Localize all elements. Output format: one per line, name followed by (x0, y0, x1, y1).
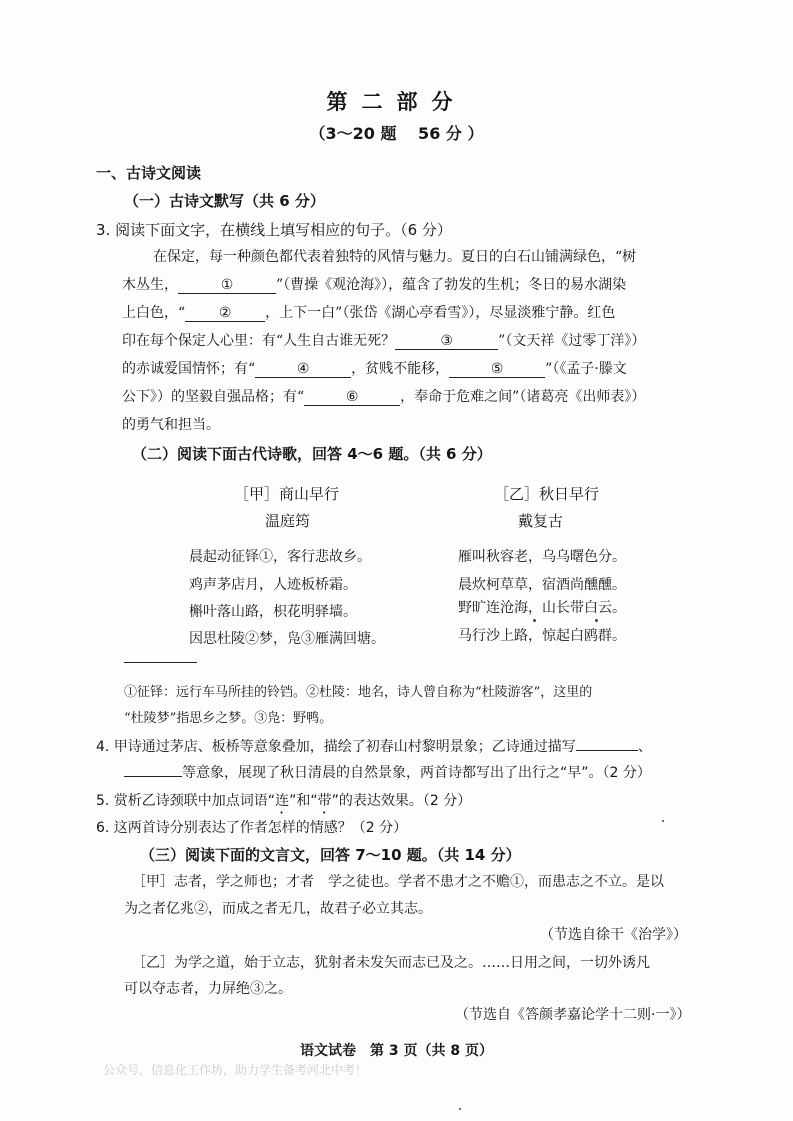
page-number: 语文试卷 第 3 页（共 8 页） (300, 1043, 493, 1059)
q4-line-2 (124, 762, 651, 782)
answer-blank-2[interactable]: ② (185, 306, 265, 322)
scan-speck (459, 1108, 461, 1110)
q3-text: ”（曹操《观沧海》），蕴含了勃发的生机；冬日的易水湖染 (276, 277, 627, 293)
q4-text: 、 (637, 739, 652, 755)
emphasis-dot (595, 619, 598, 622)
footnote-divider (124, 662, 197, 663)
answer-blank-5[interactable]: ⑤ (449, 362, 545, 378)
q3-line-6 (122, 386, 645, 406)
q3-text: ，奉命于危难之间”（诸葛亮《出师表》） (400, 389, 646, 405)
q3-text: 公下》）的坚毅自强品格；有“ (122, 389, 305, 405)
q3-text: ”（文天祥《过零丁洋》） (498, 333, 646, 349)
page-title: 第二部分 (326, 89, 467, 114)
q4-text: 等意象，展现了秋日清晨的自然景象，两首诗都写出了出行之“早”。（2 分） (182, 765, 651, 781)
poem-b-line: 野旷连沧海，山长带白云。 (458, 600, 626, 616)
answer-blank-1[interactable]: ① (178, 278, 276, 294)
poem-b-line: 晨炊柯草草，宿酒尚醺醺。 (458, 577, 626, 593)
answer-blank[interactable] (576, 736, 638, 751)
answer-blank[interactable] (124, 762, 182, 777)
q3-prompt: 3. 阅读下面文字，在横线上填写相应的句子。（6 分） (96, 221, 452, 239)
q5 (96, 790, 471, 817)
poem-a-line: 鸡声茅店月，人迹板桥霜。 (189, 577, 357, 593)
poem-a-line: 因思杜陵②梦，凫③雁满回塘。 (189, 631, 385, 647)
q3-text: 的赤诚爱国情怀；有“ (122, 361, 256, 377)
poem-a-line: 槲叶落山路，枳花明驿墙。 (189, 604, 357, 620)
poem-b-title: ［乙］秋日早行 (494, 485, 600, 503)
q3-line-2 (122, 274, 626, 294)
poem-b-author: 戴复古 (518, 512, 564, 530)
answer-blank-6[interactable]: ⑥ (304, 390, 400, 406)
q5-dotted-word: 带 (317, 793, 332, 809)
q3-text: 印在每个保定人心里：有“人生自古谁无死？ (122, 333, 396, 349)
q3-text: ，上下一白”（张岱《湖心亭看雪》），尽显淡雅宁静。红色 (265, 305, 616, 321)
q4-text: 4. 甲诗通过茅店、板桥等意象叠加，描绘了初春山村黎明景象；乙诗通过描写 (96, 739, 576, 755)
text-a-source: （节选自徐干《治学》） (540, 927, 687, 943)
q3-text: 木丛生， (122, 277, 178, 293)
text-b-line-1: ［乙］为学之道，始于立志，犹射者未发矢而志已及之。……日用之间，一切外诱凡 (132, 955, 650, 971)
footnote-line-1: ①征铎：远行车马所挂的铃铛。②杜陵：地名，诗人曾自称为“杜陵游客”，这里的 (124, 685, 593, 700)
q3-line-3 (122, 302, 615, 322)
q3-line-5 (122, 358, 627, 378)
emphasis-dot (533, 619, 536, 622)
q3-text: ”（《孟子·滕文 (545, 361, 627, 377)
answer-blank-4[interactable]: ④ (255, 362, 351, 378)
part1-heading: （一）古诗文默写（共 6 分） (124, 192, 325, 210)
part3-heading: （三）阅读下面的文言文，回答 7～10 题。（共 14 分） (140, 846, 521, 864)
q3-line-7: 的勇气和担当。 (122, 417, 220, 433)
watermark: 公众号，信息化工作坊，助力学生备考河北中考！ (103, 1063, 368, 1077)
q3-line-4 (122, 330, 645, 350)
q5-text: ”和“ (289, 793, 318, 809)
poem-a-title: ［甲］商山早行 (234, 485, 340, 503)
q5-text: 5. 赏析乙诗颈联中加点词语“ (96, 793, 276, 809)
text-a-line-2: 为之者亿兆②，而成之者无几，故君子必立其志。 (124, 901, 432, 917)
section-heading: 一、古诗文阅读 (96, 164, 202, 182)
poem-b-line: 雁叫秋容老，乌乌曙色分。 (458, 549, 626, 565)
poem-a-line: 晨起动征铎①，客行悲故乡。 (189, 549, 371, 565)
poem-b-line: 马行沙上路，惊起白鸥群。 (458, 628, 626, 644)
text-a-line-1: ［甲］志者，学之师也；才者 学之徒也。学者不患才之不赡①，而患志之不立。是以 (132, 874, 664, 890)
text-b-line-2: 可以夺志者，力屏绝③之。 (124, 981, 292, 997)
scan-speck (662, 820, 664, 822)
page-subtitle: （3～20 题 56 分 ） (309, 124, 484, 143)
q5-text: ”的表达效果。（2 分） (331, 793, 472, 809)
text-b-source: （节选自《答颜孝嘉论学十二则·一》） (455, 1007, 691, 1023)
q3-text: 上白色，“ (122, 305, 186, 321)
answer-blank-3[interactable]: ③ (395, 334, 498, 350)
q3-line-1: 在保定，每一种颜色都代表着独特的风情与魅力。夏日的白石山铺满绿色，“树 (153, 249, 637, 265)
q6: 6. 这两首诗分别表达了作者怎样的情感？（2 分） (96, 820, 408, 836)
footnote-line-2: “杜陵梦”指思乡之梦。③凫：野鸭。 (124, 711, 333, 726)
part2-heading: （二）阅读下面古代诗歌，回答 4～6 题。（共 6 分） (132, 445, 492, 463)
q5-dotted-word: 连 (275, 793, 290, 809)
poem-a-author: 温庭筠 (265, 512, 311, 530)
q4-line-1 (96, 736, 652, 756)
q3-text: ，贫贱不能移， (351, 361, 450, 377)
